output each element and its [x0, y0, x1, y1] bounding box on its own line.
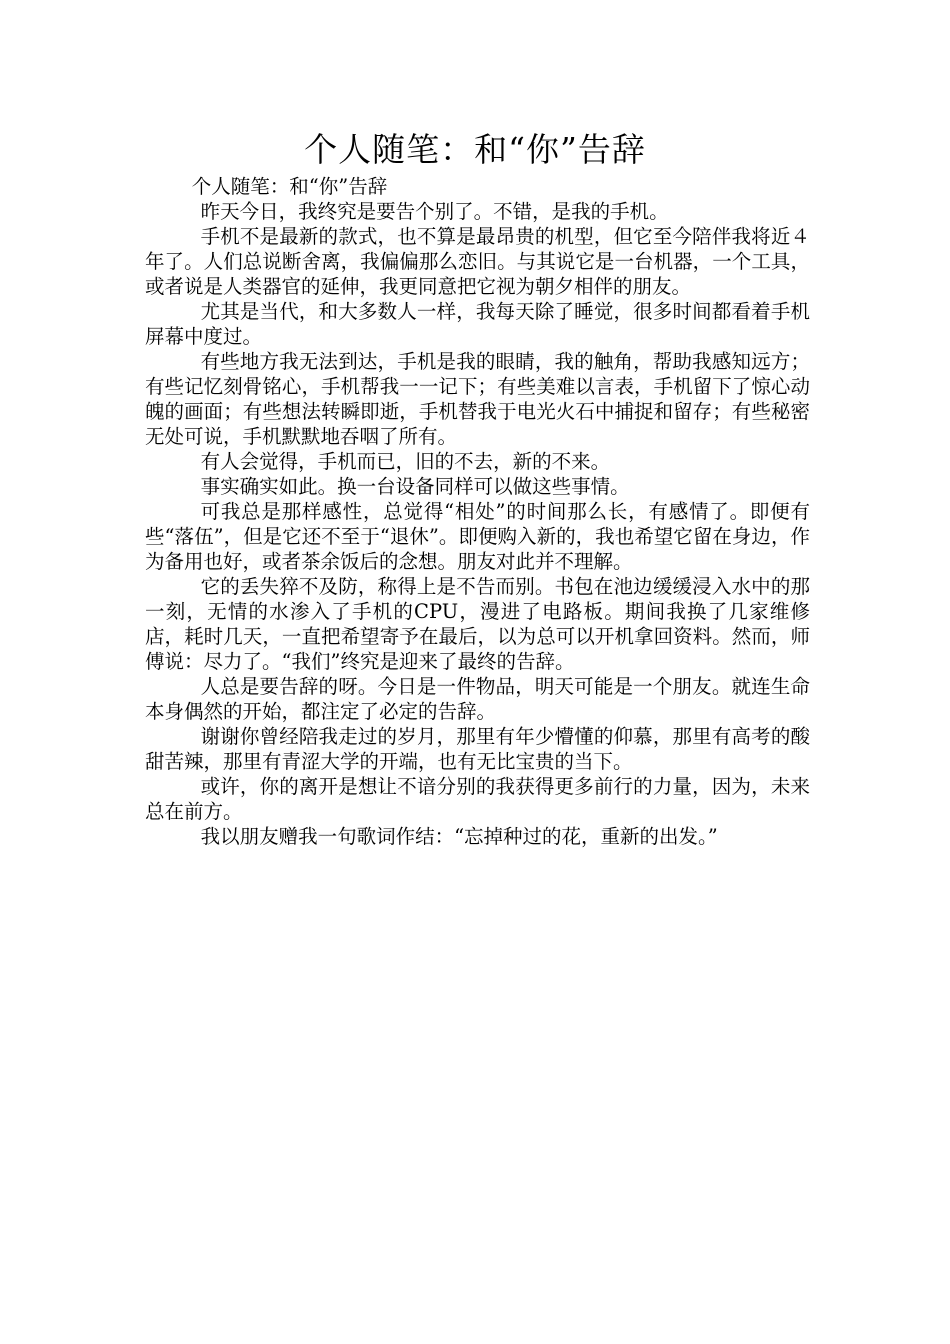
document-body — [145, 174, 810, 849]
paragraph: 谢谢你曾经陪我走过的岁月，那里有年少懵懂的仰慕，那里有高考的酸甜苦辣，那里有青涩大学的开端，也有无比宝贵的当下。 — [145, 725, 810, 773]
paragraph: 有些地方我无法到达，手机是我的眼睛，我的触角，帮助我感知远方；有些记忆刻骨铭心，手机帮我一一记下；有些美难以言表，手机留下了惊心动魄的画面；有些想法转瞬即逝，手机替我于电光火石中捕捉和留存；有些秘密无处可说，手机默默地吞咽了所有。 — [145, 350, 810, 448]
paragraph: 人总是要告辞的呀。今日是一件物品，明天可能是一个朋友。就连生命本身偶然的开始，都注定了必定的告辞。 — [145, 675, 810, 723]
paragraph: 尤其是当代，和大多数人一样，我每天除了睡觉，很多时间都看着手机屏幕中度过。 — [145, 300, 810, 348]
paragraph: 有人会觉得，手机而已，旧的不去，新的不来。 — [200, 450, 611, 473]
paragraph: 我以朋友赠我一句歌词作结：“忘掉种过的花，重新的出发。” — [200, 825, 718, 848]
paragraph: 可我总是那样感性，总觉得“相处”的时间那么长，有感情了。即便有些“落伍”，但是它还不至于“退休”。即便购入新的，我也希望它留在身边，作为备用也好，或者茶余饭后的念想。朋友对此并不理解。 — [145, 500, 810, 573]
document-title: 个人随笔：和“你”告辞 — [304, 130, 646, 169]
paragraph: 事实确实如此。换一台设备同样可以做这些事情。 — [200, 475, 630, 498]
paragraph: 或许，你的离开是想让不谙分别的我获得更多前行的力量，因为，未来总在前方。 — [145, 775, 810, 823]
paragraph: 昨天今日，我终究是要告个别了。不错，是我的手机。 — [200, 200, 669, 223]
paragraph: 它的丢失猝不及防，称得上是不告而别。书包在池边缓缓浸入水中的那一刻，无情的水渗入了手机的CPU，漫进了电路板。期间我换了几家维修店，耗时几天，一直把希望寄予在最后，以为总可以开机拿回资料。然而，师傅说：尽力了。“我们”终究是迎来了最终的告辞。 — [145, 575, 810, 673]
paragraph-subtitle: 个人随笔：和“你”告辞 — [191, 175, 388, 198]
paragraph: 手机不是最新的款式，也不算是最昂贵的机型，但它至今陪伴我将近４年了。人们总说断舍离，我偏偏那么恋旧。与其说它是一台机器，一个工具，或者说是人类器官的延伸，我更同意把它视为朝夕相伴的朋友。 — [145, 225, 810, 298]
